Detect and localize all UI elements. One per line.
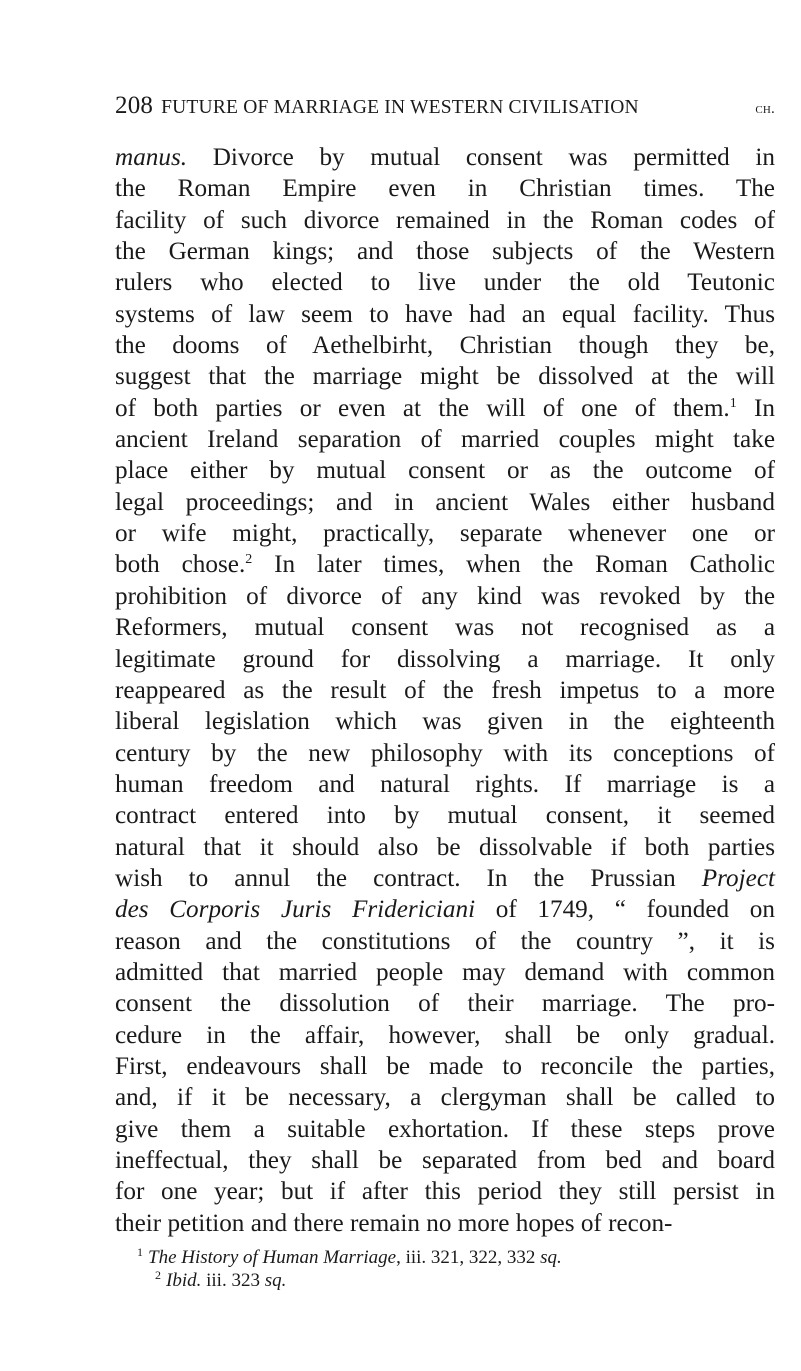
text-line: prohibition of divorce of any kind was revoked by the bbox=[115, 582, 775, 610]
footnote-2: $^2$ Ibid. iii. 323 sq. bbox=[155, 1268, 287, 1292]
text-line: rulers who elected to live under the old Teutonic bbox=[115, 269, 775, 297]
italic-title: des Corporis Juris Fridericiani bbox=[115, 896, 476, 924]
text-line: or wife might, practically, separate whenever one or bbox=[115, 520, 775, 548]
text-line: place either by mutual consent or as the outcome of bbox=[115, 457, 775, 485]
text-line: cedure in the affair, however, shall be only gradual. bbox=[115, 1021, 775, 1049]
text-line: facility of such divorce remained in the Roman codes of bbox=[115, 206, 775, 234]
text-line: systems of law seem to have had an equal facility. Thus bbox=[115, 300, 775, 328]
text-line: reason and the constitutions of the country ”, it is bbox=[115, 927, 775, 955]
text-line: legal proceedings; and in ancient Wales either husband bbox=[115, 488, 775, 516]
footnote-marker: 2 bbox=[155, 1268, 161, 1283]
book-page bbox=[115, 92, 775, 1292]
footnote-title: Ibid. bbox=[166, 1270, 202, 1292]
running-head bbox=[115, 92, 775, 132]
text-line: legitimate ground for dissolving a marriage. It only bbox=[115, 645, 775, 673]
text-line: give them a suitable exhortation. If these steps prove bbox=[115, 1115, 775, 1143]
footnote-marker: 1 bbox=[137, 1245, 143, 1260]
text-line: the Roman Empire even in Christian times. The bbox=[115, 175, 775, 203]
footnote-1: $^1$ The History of Human Marriage, iii. 321, 322, 332 sq. bbox=[137, 1245, 562, 1269]
text-line: ineffectual, they shall be separated from bed and board bbox=[115, 1147, 775, 1174]
footnote-ref-1: 1 bbox=[729, 395, 737, 411]
text-line: reappeared as the result of the fresh impetus to a more bbox=[115, 676, 775, 704]
italic-word: manus. bbox=[115, 144, 188, 171]
footnote-ref-2: 2 bbox=[245, 552, 253, 568]
text-line: the dooms of Aethelbirht, Christian though they be, bbox=[115, 332, 775, 360]
text-line: des Corporis Juris Fridericiani of 1749, “ founded on bbox=[115, 896, 775, 924]
text-line: First, endeavours shall be made to reconcile the parties, bbox=[115, 1052, 775, 1080]
text-line: and, if it be necessary, a clergyman shall be called to bbox=[115, 1084, 775, 1112]
text-line: of both parties or even at the will of one of them.$^1$ In bbox=[115, 394, 775, 422]
running-title: FUTURE OF MARRIAGE IN WESTERN CIVILISATION bbox=[161, 97, 639, 118]
text-line: consent the dissolution of their marriage. The pro- bbox=[115, 990, 775, 1018]
text-line: wish to annul the contract. In the Prussian Project bbox=[115, 864, 775, 892]
footnote-title: The History of Human Marriage bbox=[148, 1247, 397, 1269]
text-line: century by the new philosophy with its conceptions of bbox=[115, 739, 775, 767]
text-line: the German kings; and those subjects of the Western bbox=[115, 238, 775, 266]
italic-title: Project bbox=[701, 864, 775, 892]
text-line: for one year; but if after this period they still persist in bbox=[115, 1178, 775, 1206]
text-line: natural that it should also be dissolvable if both parties bbox=[115, 833, 775, 861]
page-number: 208 bbox=[115, 92, 154, 119]
text-line: suggest that the marriage might be dissolved at the will bbox=[115, 363, 775, 391]
chapter-abbrev: ch. bbox=[755, 101, 775, 117]
text-line: Reformers, mutual consent was not recognised as a bbox=[115, 614, 775, 642]
text-line: ancient Ireland separation of married couples might take bbox=[115, 426, 775, 454]
text-line: human freedom and natural rights. If marriage is a bbox=[115, 770, 775, 798]
text-line: contract entered into by mutual consent, it seemed bbox=[115, 802, 775, 830]
text-line: manus. Divorce by mutual consent was permitted in bbox=[115, 144, 775, 171]
text-line: liberal legislation which was given in the eighteenth bbox=[115, 708, 775, 736]
text-line: admitted that married people may demand with common bbox=[115, 958, 775, 986]
text-line: both chose.$^2$ In later times, when the Roman Catholic bbox=[115, 551, 775, 579]
text-line: their petition and there remain no more hopes of recon- bbox=[115, 1209, 673, 1237]
body-text bbox=[115, 142, 775, 1239]
footnotes bbox=[115, 1246, 775, 1292]
